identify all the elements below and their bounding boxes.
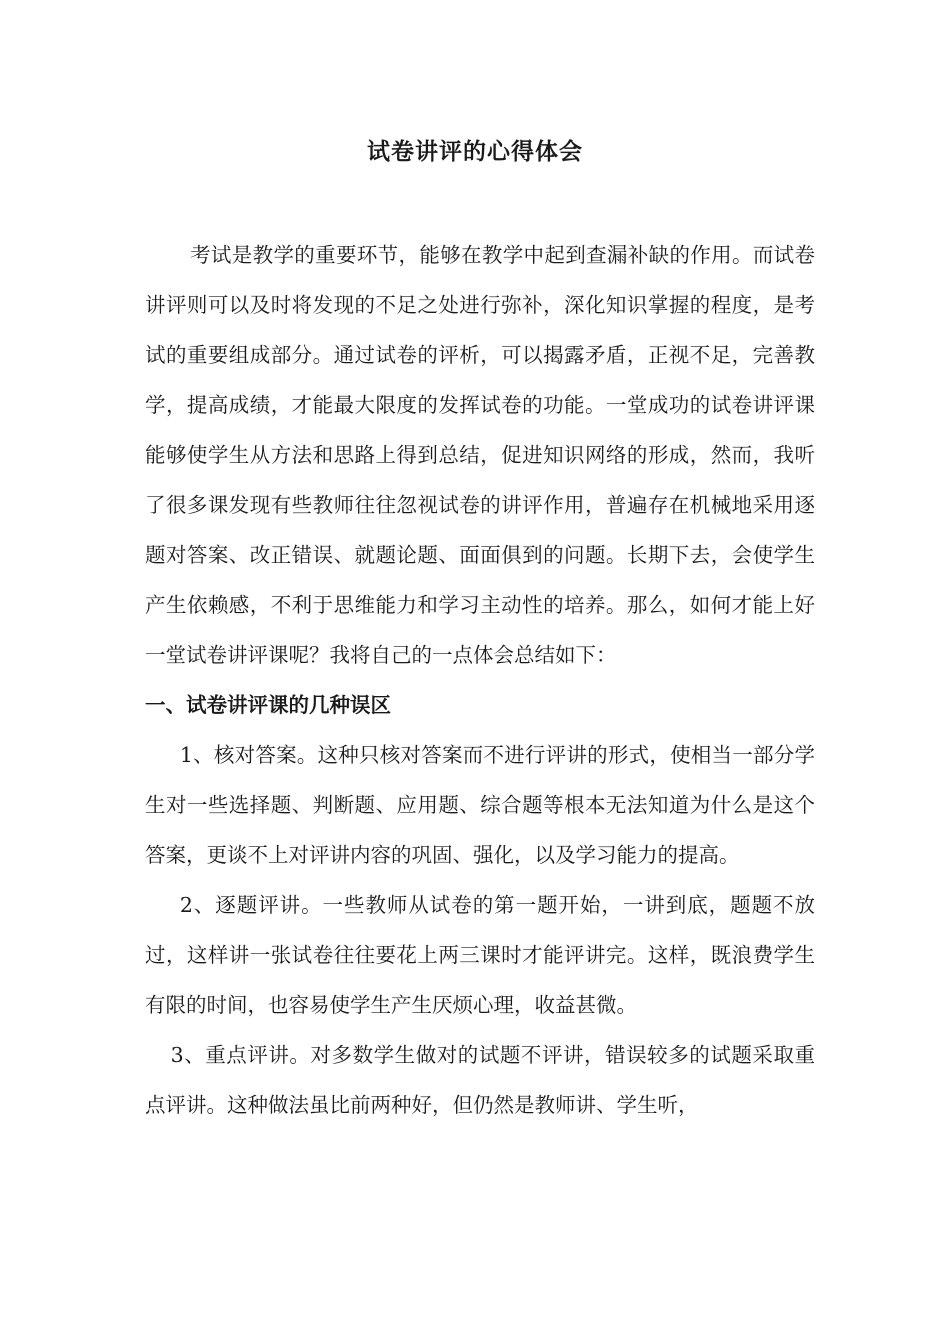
intro-paragraph: 考试是教学的重要环节，能够在教学中起到查漏补缺的作用。而试卷讲评则可以及时将发现的不足之处进行弥补，深化知识掌握的程度，是考试的重要组成部分。通过试卷的评析，可以揭露矛盾，正视不足，完善教学，提高成绩，才能最大限度的发挥试卷的功能。一堂成功的试卷讲评课能够使学生从方法和思路上得到总结，促进知识网络的形成，然而，我听了很多课发现有些教师往往忽视试卷的讲评作用，普遍存在机械地采用逐题对答案、改正错误、就题论题、面面俱到的问题。长期下去，会使学生产生依赖感，不利于思维能力和学习主动性的培养。那么，如何才能上好一堂试卷讲评课呢？我将自己的一点体会总结如下： [145, 243, 815, 667]
list-item-1: 1、核对答案。这种只核对答案而不进行评讲的形式，使相当一部分学生对一些选择题、判断题、应用题、综合题等根本无法知道为什么是这个答案，更谈不上对评讲内容的巩固、强化，以及学习能力的提高。 [145, 743, 815, 867]
list-item-3: 3、重点评讲。对多数学生做对的试题不评讲，错误较多的试题采取重点评讲。这种做法虽比前两种好，但仍然是教师讲、学生听， [145, 1043, 815, 1117]
section-heading: 一、试卷讲评课的几种误区 [145, 693, 391, 717]
list-item-2: 2、逐题评讲。一些教师从试卷的第一题开始，一讲到底，题题不放过，这样讲一张试卷往往要花上两三课时才能评讲完。这样，既浪费学生有限的时间，也容易使学生产生厌烦心理，收益甚微。 [145, 893, 815, 1017]
document-title: 试卷讲评的心得体会 [367, 138, 583, 165]
document-body [145, 230, 815, 1130]
